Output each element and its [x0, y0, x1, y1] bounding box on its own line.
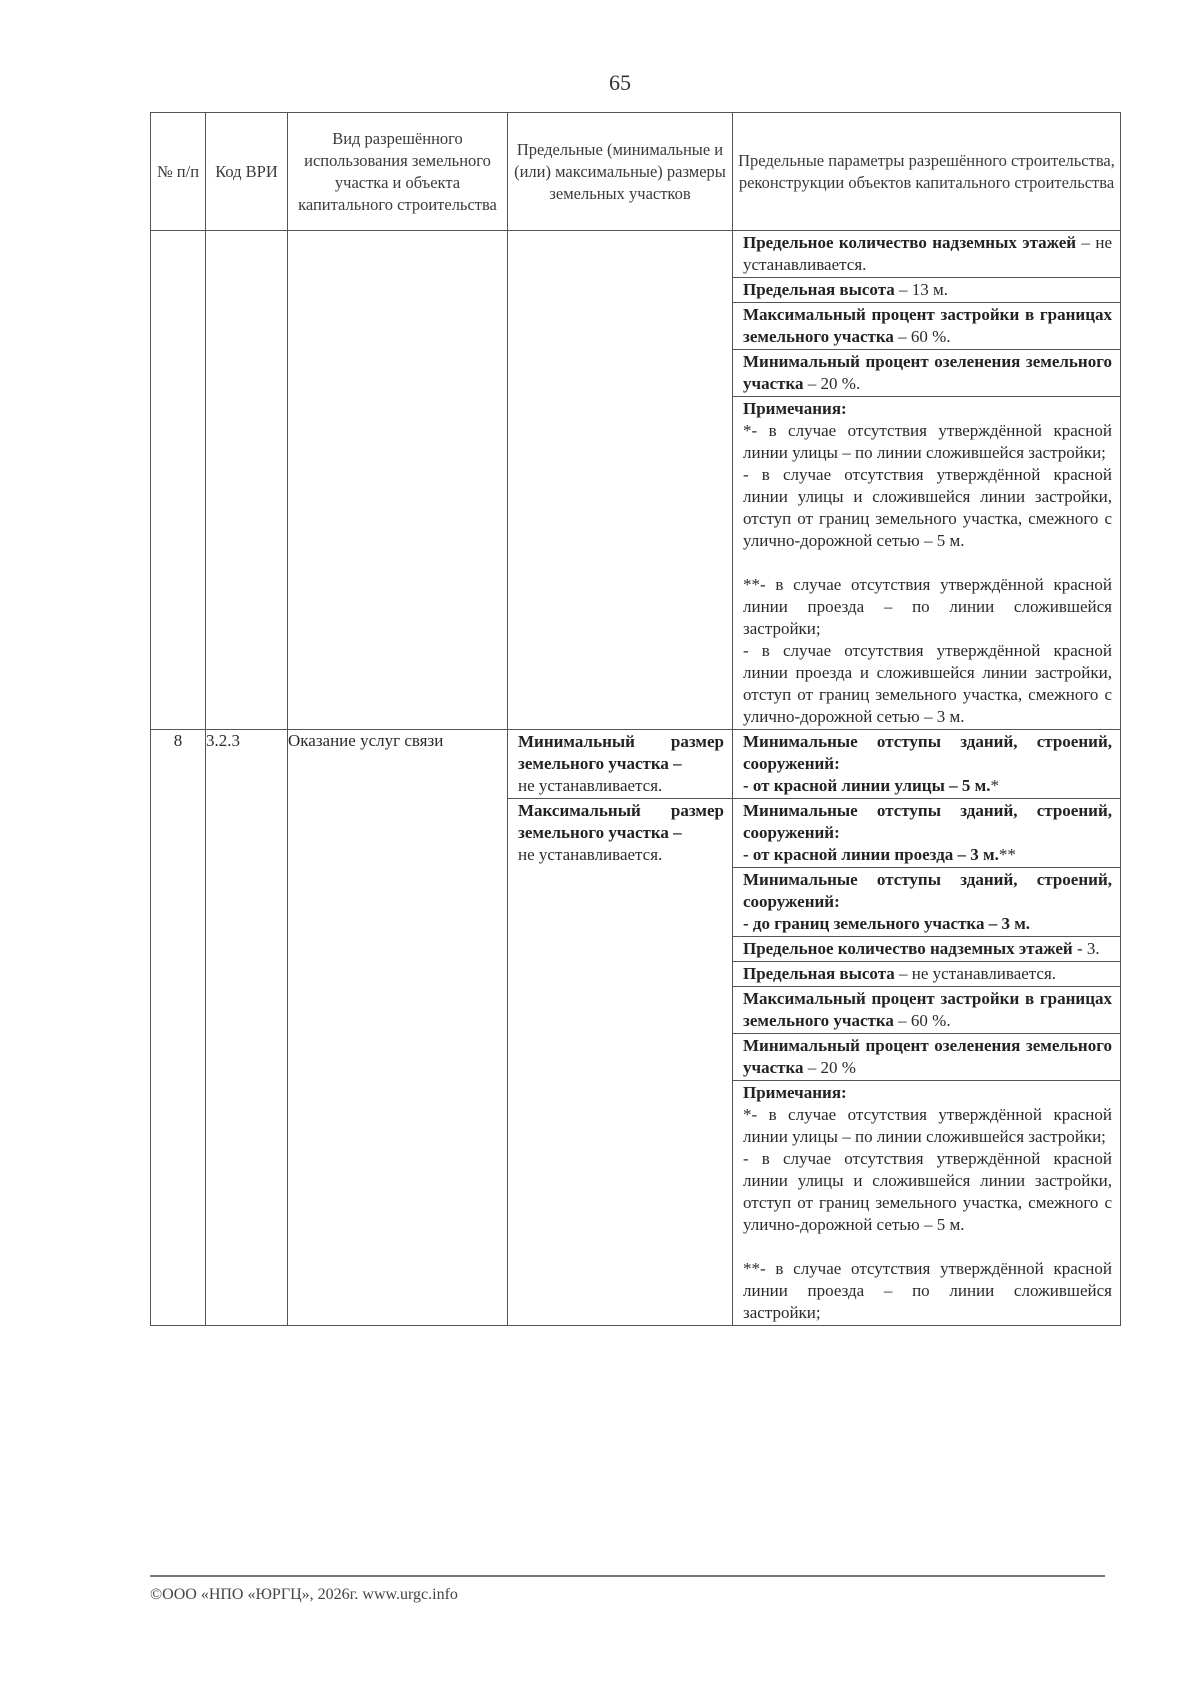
header-build-params: Предельные параметры разрешённого строительства, реконструкции объектов капитального строительства	[733, 113, 1121, 231]
page-number: 65	[609, 70, 631, 95]
footer-copyright: ©ООО «НПО «ЮРГЦ», 2026г. www.urgc.info	[150, 1586, 458, 1603]
cell-number	[151, 231, 206, 730]
setback-street: Минимальные отступы зданий, строений, сооружений: - от красной линии улицы – 5 м.*	[733, 730, 1120, 799]
max-plot-size: Максимальный размер земельного участка – не устанавливается.	[518, 801, 724, 864]
cell-plot-size	[508, 730, 733, 1326]
header-use-type: Вид разрешённого использования земельного участка и объекта капитального строительства	[288, 113, 508, 231]
cell-build-params	[733, 231, 1121, 730]
header-plot-size: Предельные (минимальные и (или) максимальные) размеры земельных участков	[508, 113, 733, 231]
min-plot-size: Минимальный размер земельного участка – не устанавливается.	[508, 730, 732, 799]
param-floors: Предельное количество надземных этажей – не устанавливается.	[733, 231, 1120, 278]
param-min-greening: Минимальный процент озеленения земельного участка – 20 %	[733, 1034, 1120, 1081]
cell-number: 8	[151, 730, 206, 1326]
zoning-table	[150, 112, 1121, 1326]
cell-use-type	[288, 231, 508, 730]
param-height: Предельная высота – не устанавливается.	[733, 962, 1120, 987]
note-paragraph: *- в случае отсутствия утверждённой красной линии улицы – по линии сложившейся застройки;	[743, 1105, 1112, 1146]
note-paragraph: - в случае отсутствия утверждённой красной линии проезда и сложившейся линии застройки, отступ от границ земельного участка, смежного с улично-дорожной сетью – 3 м.	[743, 641, 1112, 726]
cell-code	[206, 231, 288, 730]
notes	[733, 1081, 1120, 1325]
table-header-row	[151, 113, 1121, 231]
footer-divider	[150, 1575, 1105, 1577]
notes	[733, 397, 1120, 729]
header-code: Код ВРИ	[206, 113, 288, 231]
cell-code: 3.2.3	[206, 730, 288, 1326]
param-height: Предельная высота – 13 м.	[733, 278, 1120, 303]
note-paragraph: *- в случае отсутствия утверждённой красной линии улицы – по линии сложившейся застройки;	[743, 421, 1112, 462]
cell-use-type: Оказание услуг связи	[288, 730, 508, 1326]
note-paragraph: **- в случае отсутствия утверждённой красной линии проезда – по линии сложившейся застройки;	[743, 1259, 1112, 1322]
param-floors: Предельное количество надземных этажей - 3.	[733, 937, 1120, 962]
notes-title: Примечания:	[743, 1083, 847, 1102]
cell-plot-size	[508, 231, 733, 730]
header-number: № п/п	[151, 113, 206, 231]
notes-title: Примечания:	[743, 399, 847, 418]
note-paragraph: **- в случае отсутствия утверждённой красной линии проезда – по линии сложившейся застройки;	[743, 575, 1112, 638]
param-max-coverage: Максимальный процент застройки в границах земельного участка – 60 %.	[733, 303, 1120, 350]
cell-build-params	[733, 730, 1121, 1326]
setback-passage: Минимальные отступы зданий, строений, сооружений: - от красной линии проезда – 3 м.**	[733, 799, 1120, 868]
param-min-greening: Минимальный процент озеленения земельного участка – 20 %.	[733, 350, 1120, 397]
table-row	[151, 730, 1121, 1326]
table-row	[151, 231, 1121, 730]
setback-plot-boundary: Минимальные отступы зданий, строений, сооружений: - до границ земельного участка – 3 м.	[733, 868, 1120, 937]
param-max-coverage: Максимальный процент застройки в границах земельного участка – 60 %.	[733, 987, 1120, 1034]
note-paragraph: - в случае отсутствия утверждённой красной линии улицы и сложившейся линии застройки, отступ от границ земельного участка, смежного с улично-дорожной сетью – 5 м.	[743, 1149, 1112, 1234]
note-paragraph: - в случае отсутствия утверждённой красной линии улицы и сложившейся линии застройки, отступ от границ земельного участка, смежного с улично-дорожной сетью – 5 м.	[743, 465, 1112, 550]
